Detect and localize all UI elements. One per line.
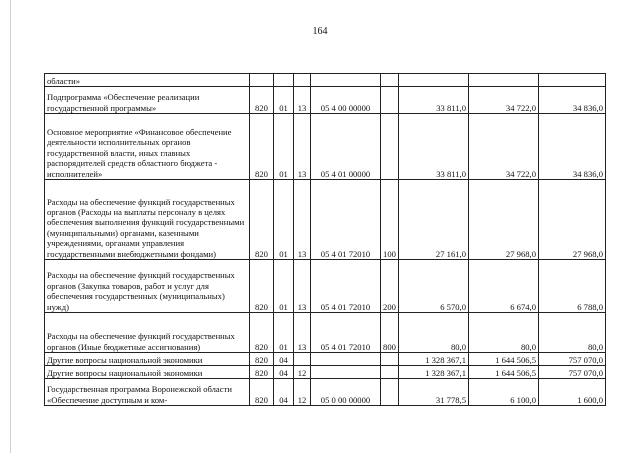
- subsection-code-cell: 13: [294, 114, 311, 180]
- target-article-cell: 05 4 01 72010: [311, 313, 381, 353]
- section-code-cell: [274, 74, 294, 87]
- grbs-code-cell: 820: [250, 366, 274, 379]
- amount-year3-cell: 80,0: [539, 313, 606, 353]
- table-row: [45, 379, 606, 406]
- amount-year3-cell: [539, 74, 606, 87]
- section-code-cell: 01: [274, 87, 294, 114]
- amount-year2-cell: 1 644 506,5: [469, 353, 539, 366]
- grbs-code-cell: 820: [250, 260, 274, 313]
- item-name-cell: Другие вопросы национальной экономики: [45, 366, 250, 379]
- grbs-code-cell: 820: [250, 87, 274, 114]
- section-code-cell: 01: [274, 313, 294, 353]
- target-article-cell: [311, 353, 381, 366]
- amount-year3-cell: 1 600,0: [539, 379, 606, 406]
- grbs-code-cell: 820: [250, 379, 274, 406]
- amount-year1-cell: 33 811,0: [399, 114, 469, 180]
- table-row: [45, 313, 606, 353]
- subsection-code-cell: 13: [294, 87, 311, 114]
- page-number: 164: [312, 26, 328, 37]
- amount-year2-cell: 34 722,0: [469, 87, 539, 114]
- subsection-code-cell: 12: [294, 366, 311, 379]
- expense-type-cell: [381, 379, 399, 406]
- amount-year2-cell: 6 674,0: [469, 260, 539, 313]
- target-article-cell: [311, 366, 381, 379]
- grbs-code-cell: 820: [250, 180, 274, 260]
- amount-year2-cell: 80,0: [469, 313, 539, 353]
- expense-type-cell: [381, 87, 399, 114]
- amount-year1-cell: 80,0: [399, 313, 469, 353]
- amount-year1-cell: 1 328 367,1: [399, 366, 469, 379]
- item-name-cell: Расходы на обеспечение функций государственных органов (Иные бюджетные ассигнования): [45, 313, 250, 353]
- item-name-cell: Расходы на обеспечение функций государственных органов (Закупка товаров, работ и услуг для обеспечения государственных (муниципальных) нужд): [45, 260, 250, 313]
- table-row: [45, 180, 606, 260]
- amount-year3-cell: 27 968,0: [539, 180, 606, 260]
- amount-year2-cell: 6 100,0: [469, 379, 539, 406]
- section-code-cell: 04: [274, 366, 294, 379]
- item-name-cell: Другие вопросы национальной экономики: [45, 353, 250, 366]
- target-article-cell: 05 4 00 00000: [311, 87, 381, 114]
- amount-year3-cell: 34 836,0: [539, 114, 606, 180]
- amount-year3-cell: 6 788,0: [539, 260, 606, 313]
- grbs-code-cell: 820: [250, 313, 274, 353]
- target-article-cell: 05 4 01 72010: [311, 260, 381, 313]
- target-article-cell: [311, 74, 381, 87]
- expense-type-cell: 200: [381, 260, 399, 313]
- amount-year1-cell: 27 161,0: [399, 180, 469, 260]
- grbs-code-cell: 820: [250, 114, 274, 180]
- table-row: [45, 260, 606, 313]
- table-row: [45, 74, 606, 87]
- item-name-cell: Расходы на обеспечение функций государственных органов (Расходы на выплаты персоналу в целях обеспечения выполнения функций государственными (муниципальными) органами, казенными учреждениями, органами управления государственными внебюджетными фондами): [45, 180, 250, 260]
- expense-type-cell: 800: [381, 313, 399, 353]
- amount-year2-cell: [469, 74, 539, 87]
- expense-type-cell: [381, 74, 399, 87]
- section-code-cell: 01: [274, 180, 294, 260]
- expense-type-cell: 100: [381, 180, 399, 260]
- expense-type-cell: [381, 366, 399, 379]
- target-article-cell: 05 4 01 72010: [311, 180, 381, 260]
- section-code-cell: 01: [274, 260, 294, 313]
- expense-type-cell: [381, 114, 399, 180]
- section-code-cell: 04: [274, 379, 294, 406]
- table-row: [45, 114, 606, 180]
- section-code-cell: 04: [274, 353, 294, 366]
- left-margin-rule: [10, 0, 11, 453]
- section-code-cell: 01: [274, 114, 294, 180]
- item-name-cell: Подпрограмма «Обеспечение реализации государственной программы»: [45, 87, 250, 114]
- table-row: [45, 366, 606, 379]
- amount-year3-cell: 34 836,0: [539, 87, 606, 114]
- subsection-code-cell: [294, 74, 311, 87]
- expense-type-cell: [381, 353, 399, 366]
- amount-year2-cell: 27 968,0: [469, 180, 539, 260]
- table-row: [45, 353, 606, 366]
- subsection-code-cell: 12: [294, 379, 311, 406]
- subsection-code-cell: 13: [294, 313, 311, 353]
- subsection-code-cell: 13: [294, 260, 311, 313]
- grbs-code-cell: 820: [250, 353, 274, 366]
- target-article-cell: 05 0 00 00000: [311, 379, 381, 406]
- amount-year2-cell: 1 644 506,5: [469, 366, 539, 379]
- amount-year3-cell: 757 070,0: [539, 366, 606, 379]
- table-row: [45, 87, 606, 114]
- budget-table: [44, 73, 606, 406]
- item-name-cell: Государственная программа Воронежской области «Обеспечение доступным и ком-: [45, 379, 250, 406]
- amount-year1-cell: 33 811,0: [399, 87, 469, 114]
- amount-year1-cell: [399, 74, 469, 87]
- amount-year1-cell: 31 778,5: [399, 379, 469, 406]
- subsection-code-cell: 13: [294, 180, 311, 260]
- item-name-cell: области»: [45, 74, 250, 87]
- grbs-code-cell: [250, 74, 274, 87]
- amount-year2-cell: 34 722,0: [469, 114, 539, 180]
- target-article-cell: 05 4 01 00000: [311, 114, 381, 180]
- subsection-code-cell: [294, 353, 311, 366]
- amount-year1-cell: 1 328 367,1: [399, 353, 469, 366]
- item-name-cell: Основное мероприятие «Финансовое обеспечение деятельности исполнительных органов государственной власти, иных главных распорядителей средств областного бюджета - исполнителей»: [45, 114, 250, 180]
- amount-year1-cell: 6 570,0: [399, 260, 469, 313]
- amount-year3-cell: 757 070,0: [539, 353, 606, 366]
